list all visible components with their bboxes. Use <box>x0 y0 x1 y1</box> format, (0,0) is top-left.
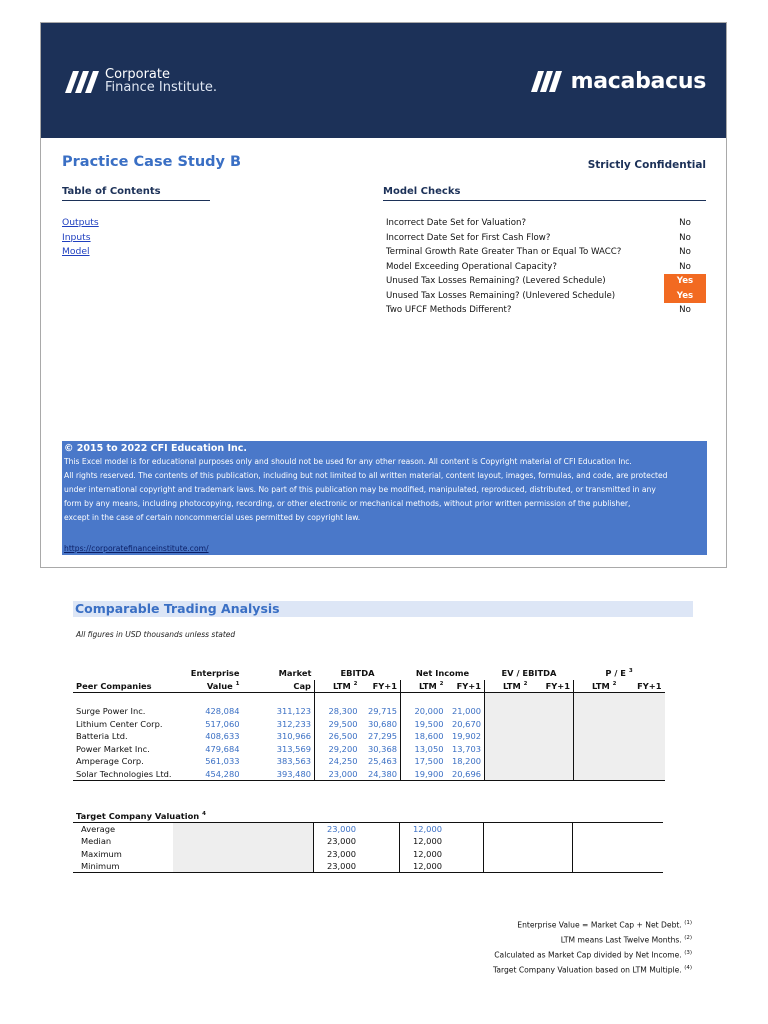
col-header-fy: FY+1 <box>447 680 485 693</box>
check-label: Model Exceeding Operational Capacity? <box>386 261 557 272</box>
footnotes <box>493 917 692 977</box>
col-header-mc-2: Cap <box>243 680 315 693</box>
check-row <box>386 245 706 260</box>
check-row <box>386 231 706 246</box>
check-row <box>386 260 706 275</box>
col-header-peer: Peer Companies <box>73 680 175 693</box>
toc-link-model[interactable]: Model <box>62 246 90 257</box>
check-value-flagged: Yes <box>664 289 706 304</box>
legal-line: All rights reserved. The contents of this publication, including but not limited to all written material, content layout, images, formulas, and code, are protected <box>64 471 668 480</box>
check-value: No <box>679 218 691 228</box>
check-value: No <box>679 232 691 243</box>
table-row: Power Market Inc. 479,684 313,569 29,200 30,368 13,050 13,703 <box>73 743 665 756</box>
col-header-fy: FY+1 <box>620 680 665 693</box>
copyright-heading: © 2015 to 2022 CFI Education Inc. <box>64 443 248 454</box>
legal-line: form by any means, including photocopying, recording, or other electronic or mechanical methods, without prior written permission of the publisher, <box>64 499 631 508</box>
table-row: Minimum 23,000 12,000 <box>73 860 663 873</box>
toc-heading: Table of Contents <box>62 186 210 201</box>
legal-line: This Excel model is for educational purposes only and should not be used for any other reason. All content is Copyright material of CFI Education Inc. <box>64 457 632 466</box>
check-label: Two UFCF Methods Different? <box>386 305 512 315</box>
toc-link-inputs[interactable]: Inputs <box>62 231 91 243</box>
table-row: Solar Technologies Ltd. 454,280 393,480 23,000 24,380 19,900 20,696 <box>73 768 665 781</box>
check-label: Incorrect Date Set for First Cash Flow? <box>386 232 551 243</box>
check-row <box>386 216 706 231</box>
col-header-ebitda: EBITDA <box>340 668 375 679</box>
col-header-ltm: LTM $^2$ <box>401 680 447 693</box>
legal-line: except in the case of certain noncommercial uses permitted by copyright law. <box>64 513 361 522</box>
toc-list <box>62 216 99 260</box>
check-label: Incorrect Date Set for Valuation? <box>386 218 527 228</box>
target-valuation-heading: Target Company Valuation $^4$ <box>73 810 313 823</box>
footnote: Target Company Valuation based on LTM Multiple. $^{(4)}$ <box>492 965 692 975</box>
table-row: Amperage Corp. 561,033 383,563 24,250 25,463 17,500 18,200 <box>73 755 665 768</box>
check-label: Unused Tax Losses Remaining? (Unlevered Schedule) <box>386 290 616 301</box>
macabacus-logo <box>529 68 706 94</box>
table-row: Lithium Center Corp. 517,060 312,233 29,500 30,680 19,500 20,670 <box>73 717 665 730</box>
footnote: LTM means Last Twelve Months. $^{(2)}$ <box>560 935 692 945</box>
check-row <box>386 274 706 289</box>
col-header-market-cap: Market <box>278 668 312 679</box>
col-header-ev-ebitda: EV / EBITDA <box>501 668 557 679</box>
macabacus-logo-icon <box>529 68 565 94</box>
footnote: Calculated as Market Cap divided by Net Income. $^{(3)}$ <box>494 950 692 960</box>
confidential-label: Strictly Confidential <box>587 159 706 171</box>
col-header-ev-2: Value $^1$ <box>175 680 243 693</box>
check-label: Terminal Growth Rate Greater Than or Equal To WACC? <box>386 247 622 257</box>
table-row: Surge Power Inc. 428,084 311,123 28,300 29,715 20,000 21,000 <box>73 705 665 718</box>
check-value: No <box>679 261 691 272</box>
model-checks-list <box>386 216 706 318</box>
cfi-logo-line2: Finance Institute. <box>105 80 217 95</box>
col-header-ev: Enterprise <box>190 668 240 679</box>
col-header-net-income: Net Income <box>415 668 470 679</box>
model-checks-heading: Model Checks <box>383 186 706 201</box>
check-value-flagged: Yes <box>664 274 706 289</box>
table-row: Maximum 23,000 12,000 <box>73 848 663 861</box>
check-label: Unused Tax Losses Remaining? (Levered Schedule) <box>386 276 606 286</box>
header-banner <box>41 23 726 138</box>
toc-link-outputs[interactable]: Outputs <box>62 217 99 228</box>
units-note: All figures in USD thousands unless stated <box>76 630 236 639</box>
copyright-notice <box>62 441 707 555</box>
col-header-ltm: LTM $^2$ <box>574 680 620 693</box>
col-header-pe: P / E $^3$ <box>605 668 633 679</box>
table-row: Average 23,000 12,000 <box>73 823 663 836</box>
cfi-website-link[interactable]: https://corporatefinanceinstitute.com/ <box>64 544 209 553</box>
cover-sheet <box>40 22 727 568</box>
col-header-fy: FY+1 <box>531 680 574 693</box>
table-row: Batteria Ltd. 408,633 310,966 26,500 27,295 18,600 19,902 <box>73 730 665 743</box>
check-row <box>386 289 706 304</box>
page-title: Practice Case Study B <box>62 154 242 170</box>
check-value: No <box>679 305 691 315</box>
cfi-logo-icon <box>59 67 99 95</box>
table-row: Median 23,000 12,000 <box>73 835 663 848</box>
cfi-logo <box>59 67 217 95</box>
footnote: Enterprise Value = Market Cap + Net Debt. $^{(1)}$ <box>517 920 692 930</box>
macabacus-wordmark: macabacus <box>570 68 706 94</box>
legal-line: under international copyright and trademark laws. No part of this publication may be modified, manipulated, reproduced, distributed, or transmitted in any <box>64 485 656 494</box>
target-valuation-table <box>73 810 663 873</box>
check-value: No <box>679 247 691 257</box>
section-title: Comparable Trading Analysis <box>73 601 693 617</box>
col-header-fy: FY+1 <box>361 680 401 693</box>
check-row <box>386 303 706 318</box>
cfi-logo-line1: Corporate <box>105 67 170 82</box>
col-header-ltm: LTM $^2$ <box>315 680 361 693</box>
comps-table <box>73 667 665 781</box>
col-header-ltm: LTM $^2$ <box>485 680 531 693</box>
